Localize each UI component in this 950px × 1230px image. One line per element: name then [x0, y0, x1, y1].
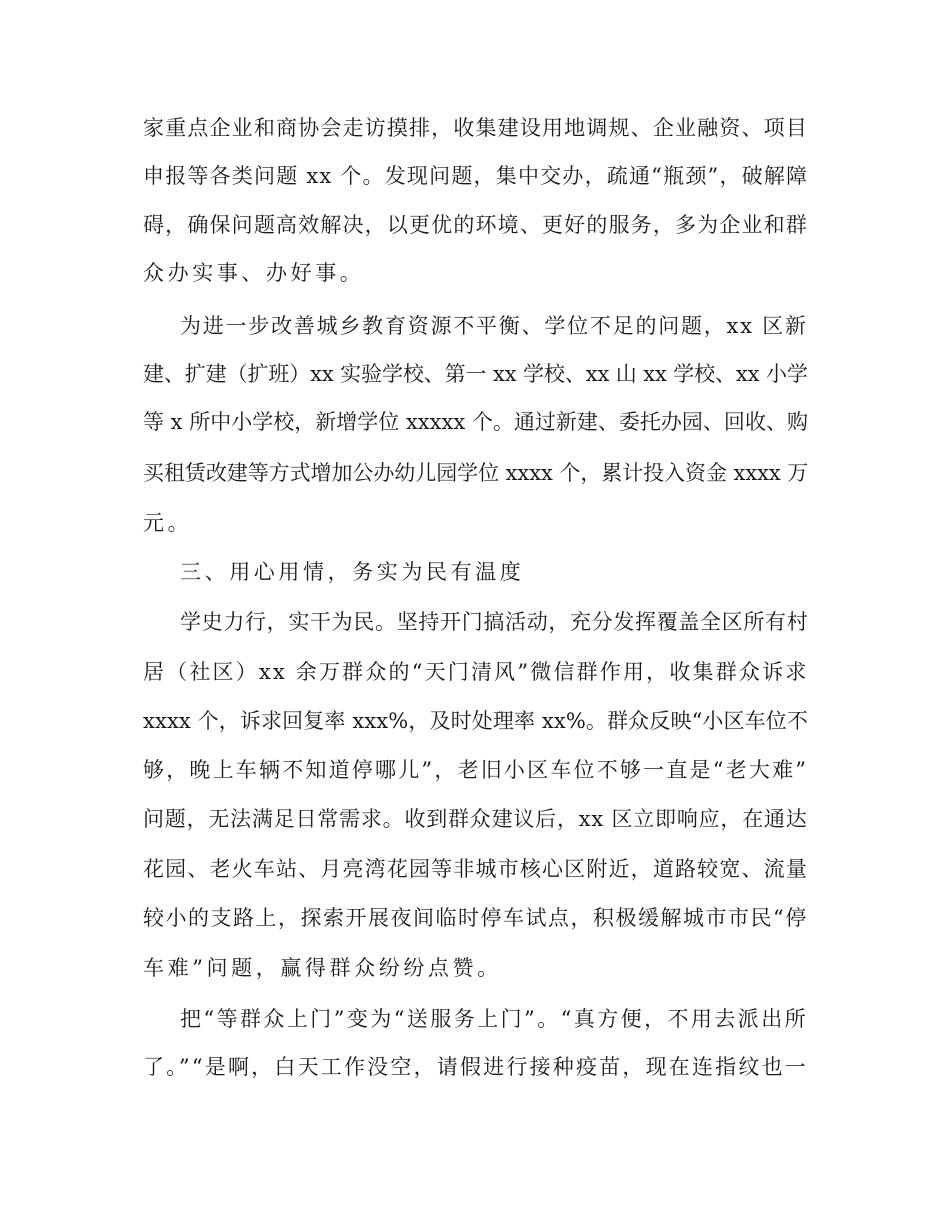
paragraph-line: 等 x 所中小学校，新增学位 xxxxx 个。通过新建、委托办园、回收、购 [143, 410, 808, 434]
paragraph-line: xxxx 个，诉求回复率 xxx%，及时处理率 xx%。群众反映“小区车位不 [143, 709, 809, 733]
paragraph-line: 碍，确保问题高效解决，以更优的环境、更好的服务，多为企业和群 [143, 213, 808, 237]
paragraph-line: 众办实事、办好事。 [143, 261, 365, 285]
paragraph-line: 较小的支路上，探索开展夜间临时停车试点，积极缓解城市市民“停 [143, 906, 808, 930]
paragraph-line: 元。 [143, 511, 193, 535]
paragraph-line: 为进一步改善城乡教育资源不平衡、学位不足的问题，xx 区新 [180, 314, 808, 338]
paragraph-line: 车难”问题，赢得群众纷纷点赞。 [143, 956, 502, 980]
paragraph-line: 把“等群众上门”变为“送服务上门”。“真方便，不用去派出所 [180, 1007, 809, 1031]
paragraph-line: 家重点企业和商协会走访摸排，收集建设用地调规、企业融资、项目 [143, 116, 808, 140]
paragraph-line: 居（社区）xx 余万群众的“天门清风”微信群作用，收集群众诉求 [143, 660, 809, 684]
paragraph-line: 申报等各类问题 xx 个。发现问题，集中交办，疏通“瓶颈”，破解障 [143, 164, 809, 188]
paragraph-line: 了。”“是啊，白天工作没空，请假进行接种疫苗，现在连指纹也一 [143, 1055, 808, 1079]
paragraph-line: 够，晚上车辆不知道停哪儿”，老旧小区车位不够一直是“老大难” [143, 758, 809, 782]
paragraph-line: 买租赁改建等方式增加公办幼儿园学位 xxxx 个，累计投入资金 xxxx 万 [143, 461, 809, 485]
paragraph-line: 问题，无法满足日常需求。收到群众建议后，xx 区立即响应，在通达 [143, 807, 808, 831]
section-heading: 三、用心用情，务实为民有温度 [180, 560, 525, 584]
paragraph-line: 花园、老火车站、月亮湾花园等非城市核心区附近，道路较宽、流量 [143, 857, 808, 881]
paragraph-line: 学史力行，实干为民。坚持开门搞活动，充分发挥覆盖全区所有村 [180, 610, 809, 634]
paragraph-line: 建、扩建（扩班）xx 实验学校、第一 xx 学校、xx 山 xx 学校、xx 小学 [143, 362, 808, 386]
